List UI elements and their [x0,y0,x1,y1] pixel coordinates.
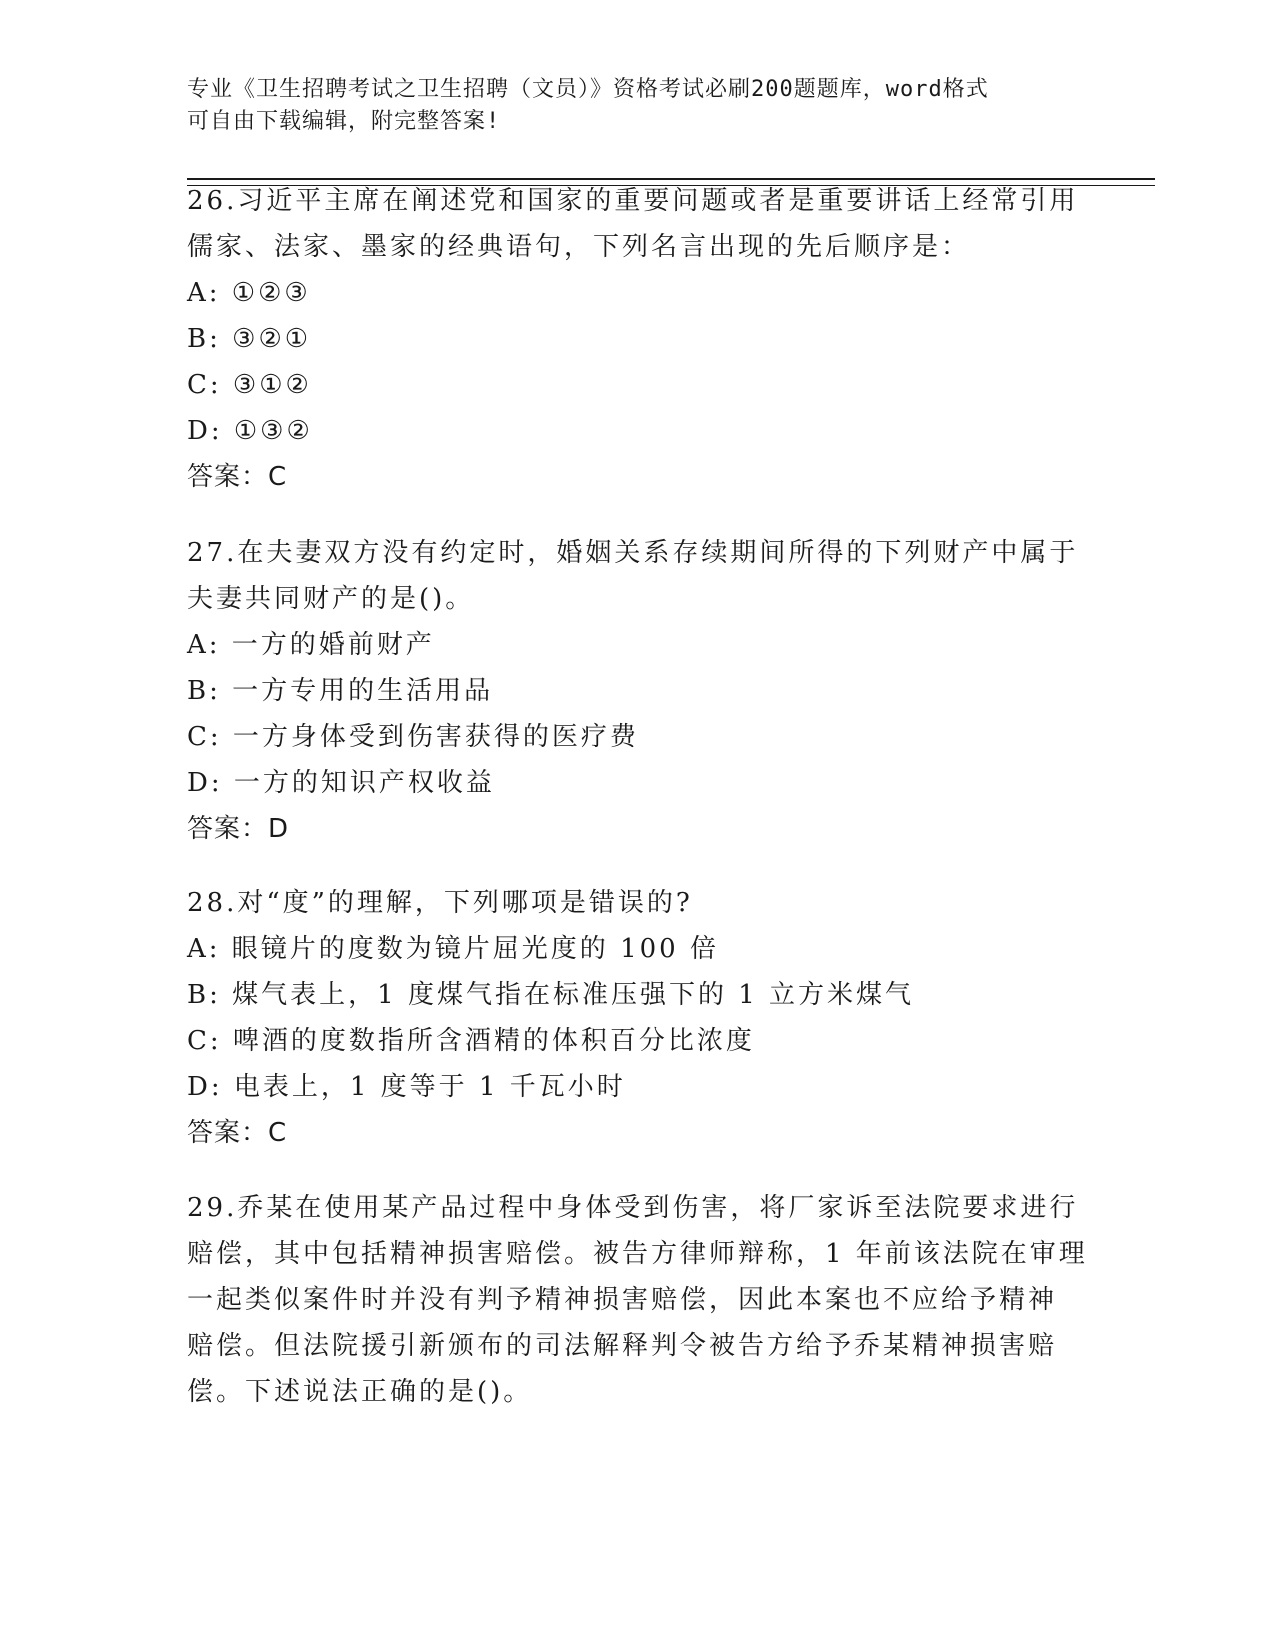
option-c: C: ③①② [187,370,312,400]
question-stem-line: 儒家、法家、墨家的经典语句，下列名言出现的先后顺序是： [187,232,971,262]
answer-label: 答案：C [187,1118,288,1148]
question-stem-line: 偿。下述说法正确的是()。 [187,1377,533,1407]
question-28 [187,880,1087,1156]
question-stem-line: 29.乔某在使用某产品过程中身体受到伤害，将厂家诉至法院要求进行 [187,1193,1079,1223]
option-a: A: 一方的婚前财产 [187,630,435,660]
option-a: A: ①②③ [187,278,311,308]
option-c: C: 一方身体受到伤害获得的医疗费 [187,722,639,752]
question-stem-line: 赔偿。但法院援引新颁布的司法解释判令被告方给予乔某精神损害赔 [187,1331,1058,1361]
question-stem-line: 一起类似案件时并没有判予精神损害赔偿，因此本案也不应给予精神 [187,1285,1058,1315]
question-stem-line: 28.对“度”的理解，下列哪项是错误的? [187,888,693,918]
header-line-2: 可自由下载编辑，附完整答案! [187,109,501,134]
answer-label: 答案：D [187,814,290,844]
header-line-1: 专业《卫生招聘考试之卫生招聘（文员）》资格考试必刷200题题库，word格式 [187,77,989,102]
option-b: B: 煤气表上，1 度煤气指在标准压强下的 1 立方米煤气 [187,980,915,1010]
document-header [187,74,1067,138]
option-c: C: 啤酒的度数指所含酒精的体积百分比浓度 [187,1026,755,1056]
option-d: D: 电表上，1 度等于 1 千瓦小时 [187,1072,626,1102]
answer-label: 答案：C [187,462,288,492]
option-b: B: 一方专用的生活用品 [187,676,494,706]
option-d: D: 一方的知识产权收益 [187,768,495,798]
question-stem-line: 27.在夫妻双方没有约定时，婚姻关系存续期间所得的下列财产中属于 [187,538,1079,568]
question-27 [187,530,1087,852]
option-d: D: ①③② [187,416,313,446]
option-a: A: 眼镜片的度数为镜片屈光度的 100 倍 [187,934,719,964]
question-stem-line: 26.习近平主席在阐述党和国家的重要问题或者是重要讲话上经常引用 [187,186,1079,216]
question-stem-line: 赔偿，其中包括精神损害赔偿。被告方律师辩称，1 年前该法院在审理 [187,1239,1088,1269]
question-29 [187,1185,1087,1415]
question-26 [187,178,1087,500]
question-stem-line: 夫妻共同财产的是()。 [187,584,475,614]
option-b: B: ③②① [187,324,312,354]
